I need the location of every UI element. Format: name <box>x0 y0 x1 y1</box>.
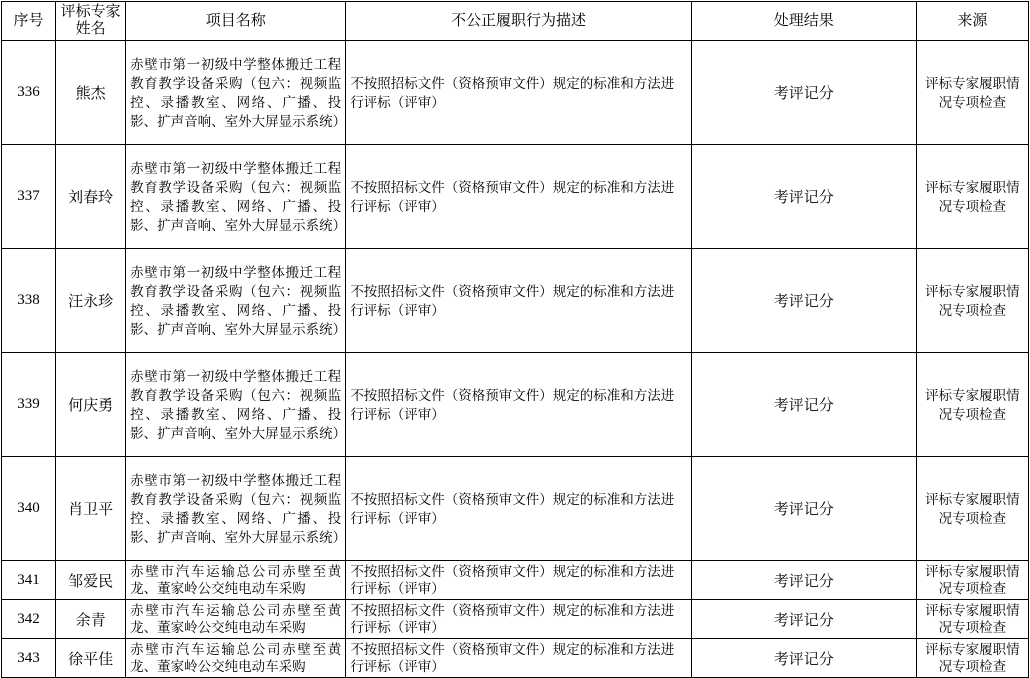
cell-description: 不按照招标文件（资格预审文件）规定的标准和方法进行评标（评审） <box>346 639 691 678</box>
cell-project-name: 赤壁市汽车运输总公司赤壁至黄龙、董家岭公交纯电动车采购 <box>126 561 346 600</box>
cell-seq: 343 <box>2 639 56 678</box>
cell-result: 考评记分 <box>691 561 916 600</box>
cell-source: 评标专家履职情况专项检查 <box>916 561 1028 600</box>
cell-result: 考评记分 <box>691 249 916 353</box>
column-header-project-name: 项目名称 <box>126 2 346 41</box>
cell-seq: 342 <box>2 600 56 639</box>
cell-description: 不按照招标文件（资格预审文件）规定的标准和方法进行评标（评审） <box>346 561 691 600</box>
cell-seq: 336 <box>2 41 56 145</box>
cell-result: 考评记分 <box>691 41 916 145</box>
cell-expert-name: 徐平佳 <box>56 639 126 678</box>
cell-source: 评标专家履职情况专项检查 <box>916 353 1028 457</box>
column-header-description: 不公正履职行为描述 <box>346 2 691 41</box>
cell-seq: 341 <box>2 561 56 600</box>
table-row <box>2 600 1029 639</box>
cell-description: 不按照招标文件（资格预审文件）规定的标准和方法进行评标（评审） <box>346 145 691 249</box>
cell-source: 评标专家履职情况专项检查 <box>916 41 1028 145</box>
cell-project-name: 赤壁市第一初级中学整体搬迁工程教育教学设备采购（包六：视频监控、录播教室、网络、广播、投影、扩声音响、室外大屏显示系统） <box>126 457 346 561</box>
cell-result: 考评记分 <box>691 639 916 678</box>
cell-project-name: 赤壁市汽车运输总公司赤壁至黄龙、董家岭公交纯电动车采购 <box>126 639 346 678</box>
cell-result: 考评记分 <box>691 353 916 457</box>
cell-expert-name: 汪永珍 <box>56 249 126 353</box>
cell-result: 考评记分 <box>691 145 916 249</box>
cell-source: 评标专家履职情况专项检查 <box>916 600 1028 639</box>
table-body <box>2 41 1029 678</box>
cell-project-name: 赤壁市汽车运输总公司赤壁至黄龙、董家岭公交纯电动车采购 <box>126 600 346 639</box>
cell-seq: 339 <box>2 353 56 457</box>
cell-seq: 337 <box>2 145 56 249</box>
column-header-seq: 序号 <box>2 2 56 41</box>
cell-result: 考评记分 <box>691 600 916 639</box>
cell-expert-name: 何庆勇 <box>56 353 126 457</box>
table-row <box>2 249 1029 353</box>
table-header-row <box>2 2 1029 41</box>
cell-source: 评标专家履职情况专项检查 <box>916 249 1028 353</box>
cell-project-name: 赤壁市第一初级中学整体搬迁工程教育教学设备采购（包六：视频监控、录播教室、网络、广播、投影、扩声音响、室外大屏显示系统） <box>126 249 346 353</box>
cell-result: 考评记分 <box>691 457 916 561</box>
cell-expert-name: 刘春玲 <box>56 145 126 249</box>
cell-project-name: 赤壁市第一初级中学整体搬迁工程教育教学设备采购（包六：视频监控、录播教室、网络、广播、投影、扩声音响、室外大屏显示系统） <box>126 41 346 145</box>
expert-misconduct-table <box>1 1 1029 678</box>
cell-project-name: 赤壁市第一初级中学整体搬迁工程教育教学设备采购（包六：视频监控、录播教室、网络、广播、投影、扩声音响、室外大屏显示系统） <box>126 353 346 457</box>
cell-description: 不按照招标文件（资格预审文件）规定的标准和方法进行评标（评审） <box>346 41 691 145</box>
table-row <box>2 639 1029 678</box>
table-row <box>2 41 1029 145</box>
column-header-result: 处理结果 <box>691 2 916 41</box>
column-header-expert-name: 评标专家姓名 <box>56 2 126 41</box>
document-page <box>0 1 1030 674</box>
table-header <box>2 2 1029 41</box>
cell-description: 不按照招标文件（资格预审文件）规定的标准和方法进行评标（评审） <box>346 457 691 561</box>
table-row <box>2 353 1029 457</box>
cell-description: 不按照招标文件（资格预审文件）规定的标准和方法进行评标（评审） <box>346 249 691 353</box>
cell-source: 评标专家履职情况专项检查 <box>916 457 1028 561</box>
cell-source: 评标专家履职情况专项检查 <box>916 145 1028 249</box>
cell-seq: 340 <box>2 457 56 561</box>
cell-project-name: 赤壁市第一初级中学整体搬迁工程教育教学设备采购（包六：视频监控、录播教室、网络、广播、投影、扩声音响、室外大屏显示系统） <box>126 145 346 249</box>
cell-seq: 338 <box>2 249 56 353</box>
cell-source: 评标专家履职情况专项检查 <box>916 639 1028 678</box>
table-row <box>2 457 1029 561</box>
column-header-source: 来源 <box>916 2 1028 41</box>
cell-description: 不按照招标文件（资格预审文件）规定的标准和方法进行评标（评审） <box>346 600 691 639</box>
cell-expert-name: 熊杰 <box>56 41 126 145</box>
table-row <box>2 561 1029 600</box>
table-row <box>2 145 1029 249</box>
cell-expert-name: 余青 <box>56 600 126 639</box>
cell-description: 不按照招标文件（资格预审文件）规定的标准和方法进行评标（评审） <box>346 353 691 457</box>
cell-expert-name: 肖卫平 <box>56 457 126 561</box>
cell-expert-name: 邹爱民 <box>56 561 126 600</box>
